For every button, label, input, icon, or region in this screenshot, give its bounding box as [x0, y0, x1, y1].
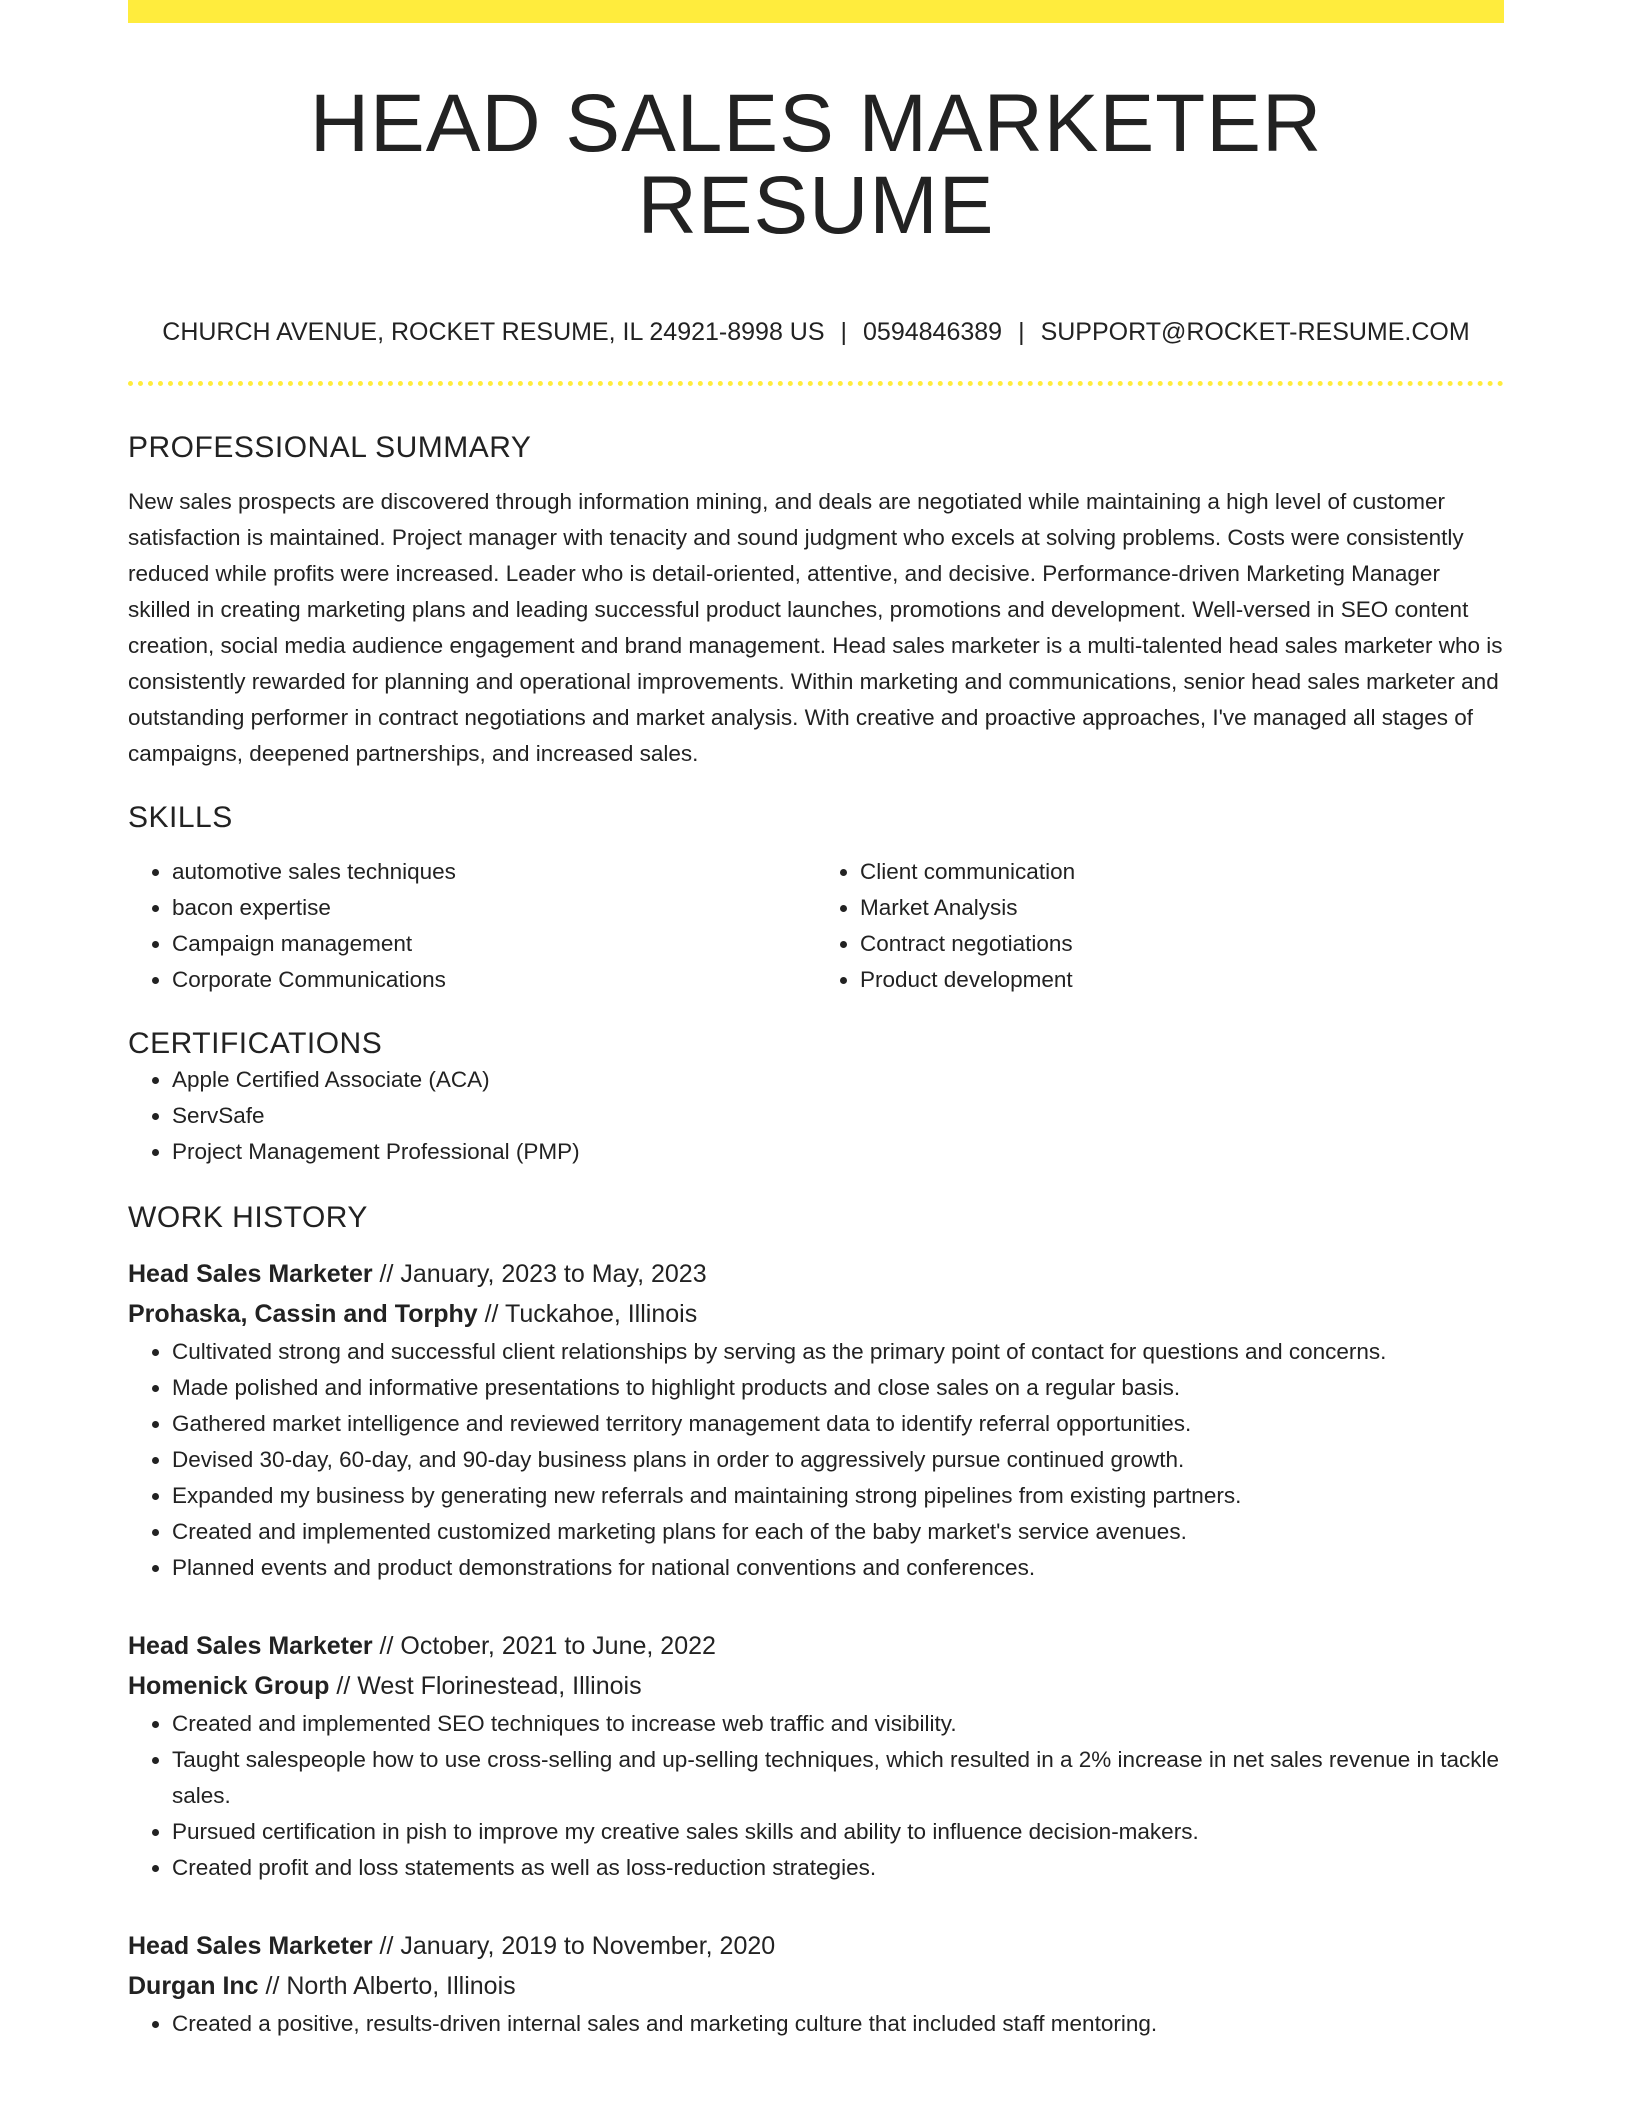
- job-dates: // January, 2023 to May, 2023: [379, 1260, 707, 1288]
- certifications-heading: CERTIFICATIONS: [128, 1027, 383, 1060]
- skill-item: • Corporate Communications: [172, 962, 816, 998]
- work-history-heading: WORK HISTORY: [128, 1201, 368, 1234]
- job-dates: // January, 2019 to November, 2020: [379, 1932, 776, 1960]
- contact-separator: |: [1018, 318, 1025, 346]
- skill-item: • Client communication: [860, 854, 1504, 890]
- summary-text: New sales prospects are discovered through information mining, and deals are negotiated while maintaining a high level of customer satisfaction is maintained. Project manager with tenacity and sound judgment who excels at solving problems. Costs were consistently reduced while profits were increased. Leader who is detail-oriented, attentive, and decisive. Performance-driven Marketing Manager skilled in creating marketing plans and leading successful product launches, promotions and development. Well-versed in SEO content creation, social media audience engagement and brand management. Head sales marketer is a multi-talented head sales marketer who is consistently rewarded for planning and operational improvements. Within marketing and communications, senior head sales marketer and outstanding performer in contract negotiations and market analysis. With creative and proactive approaches, I've managed all stages of campaigns, deepened partnerships, and increased sales.: [128, 489, 1503, 766]
- job-company-line: [128, 1666, 1504, 1706]
- job-title: Head Sales Marketer: [128, 1260, 373, 1288]
- skills-grid: [128, 854, 1504, 998]
- certification-item: • Apple Certified Associate (ACA): [172, 1062, 1504, 1098]
- job-bullet-list: [128, 2006, 1504, 2042]
- certifications-section: [128, 1026, 1504, 1170]
- dotted-divider: [128, 381, 1504, 386]
- job-dates: // October, 2021 to June, 2022: [379, 1632, 716, 1660]
- job-bullet: • Created and implemented customized marketing plans for each of the baby market's service avenues.: [172, 1514, 1504, 1550]
- skill-item: • bacon expertise: [172, 890, 816, 926]
- skill-item: • Campaign management: [172, 926, 816, 962]
- job-title-line: [128, 1926, 1504, 1966]
- resume-page: [128, 0, 1504, 2042]
- job-title: Head Sales Marketer: [128, 1932, 373, 1960]
- job-bullet: • Cultivated strong and successful client relationships by serving as the primary point of contact for questions and concerns.: [172, 1334, 1504, 1370]
- job-title-line: [128, 1626, 1504, 1666]
- job-bullet-list: [128, 1706, 1504, 1886]
- summary-section: [128, 430, 1504, 772]
- job-bullet: • Made polished and informative presentations to highlight products and close sales on a regular basis.: [172, 1370, 1504, 1406]
- contact-line: [128, 317, 1504, 347]
- job-company: Homenick Group: [128, 1672, 330, 1700]
- job-company: Durgan Inc: [128, 1972, 259, 2000]
- job-bullet: • Pursued certification in pish to improve my creative sales skills and ability to influence decision-makers.: [172, 1814, 1504, 1850]
- job-bullet: • Created profit and loss statements as well as loss-reduction strategies.: [172, 1850, 1504, 1886]
- top-accent-bar: [128, 0, 1504, 23]
- job-entry: [128, 1926, 1504, 2042]
- job-entry: [128, 1254, 1504, 1586]
- job-bullet: • Expanded my business by generating new referrals and maintaining strong pipelines from existing partners.: [172, 1478, 1504, 1514]
- skill-item: • Market Analysis: [860, 890, 1504, 926]
- skills-section: [128, 800, 1504, 998]
- skills-column-right: [816, 854, 1504, 998]
- skill-item: • Contract negotiations: [860, 926, 1504, 962]
- job-title: Head Sales Marketer: [128, 1632, 373, 1660]
- job-location: // Tuckahoe, Illinois: [484, 1300, 698, 1328]
- job-company-line: [128, 1966, 1504, 2006]
- job-bullet: • Taught salespeople how to use cross-selling and up-selling techniques, which resulted in a 2% increase in net sales revenue in tackle sales.: [172, 1742, 1504, 1814]
- resume-title: HEAD SALES MARKETER RESUME: [309, 78, 1323, 251]
- summary-heading: PROFESSIONAL SUMMARY: [128, 431, 532, 464]
- skill-item: • Product development: [860, 962, 1504, 998]
- contact-phone: 0594846389: [863, 318, 1003, 346]
- skills-column-left: [128, 854, 816, 998]
- job-title-line: [128, 1254, 1504, 1294]
- job-bullet-list: [128, 1334, 1504, 1586]
- job-bullet: • Devised 30-day, 60-day, and 90-day business plans in order to aggressively pursue continued growth.: [172, 1442, 1504, 1478]
- job-company-line: [128, 1294, 1504, 1334]
- contact-email: SUPPORT@ROCKET-RESUME.COM: [1040, 318, 1470, 346]
- certifications-list: [128, 1062, 1504, 1170]
- job-location: // North Alberto, Illinois: [265, 1972, 516, 2000]
- certification-item: • Project Management Professional (PMP): [172, 1134, 1504, 1170]
- skills-heading: SKILLS: [128, 801, 233, 834]
- contact-address: CHURCH AVENUE, ROCKET RESUME, IL 24921-8998 US: [162, 318, 825, 346]
- skill-item: • automotive sales techniques: [172, 854, 816, 890]
- certification-item: • ServSafe: [172, 1098, 1504, 1134]
- work-history-section: [128, 1200, 1504, 2042]
- job-bullet: • Created and implemented SEO techniques to increase web traffic and visibility.: [172, 1706, 1504, 1742]
- contact-separator: |: [840, 318, 848, 346]
- job-bullet: • Created a positive, results-driven internal sales and marketing culture that included staff mentoring.: [172, 2006, 1504, 2042]
- job-location: // West Florinestead, Illinois: [336, 1672, 642, 1700]
- job-bullet: • Planned events and product demonstrations for national conventions and conferences.: [172, 1550, 1504, 1586]
- job-bullet: • Gathered market intelligence and reviewed territory management data to identify referral opportunities.: [172, 1406, 1504, 1442]
- job-entry: [128, 1626, 1504, 1886]
- job-company: Prohaska, Cassin and Torphy: [128, 1300, 478, 1328]
